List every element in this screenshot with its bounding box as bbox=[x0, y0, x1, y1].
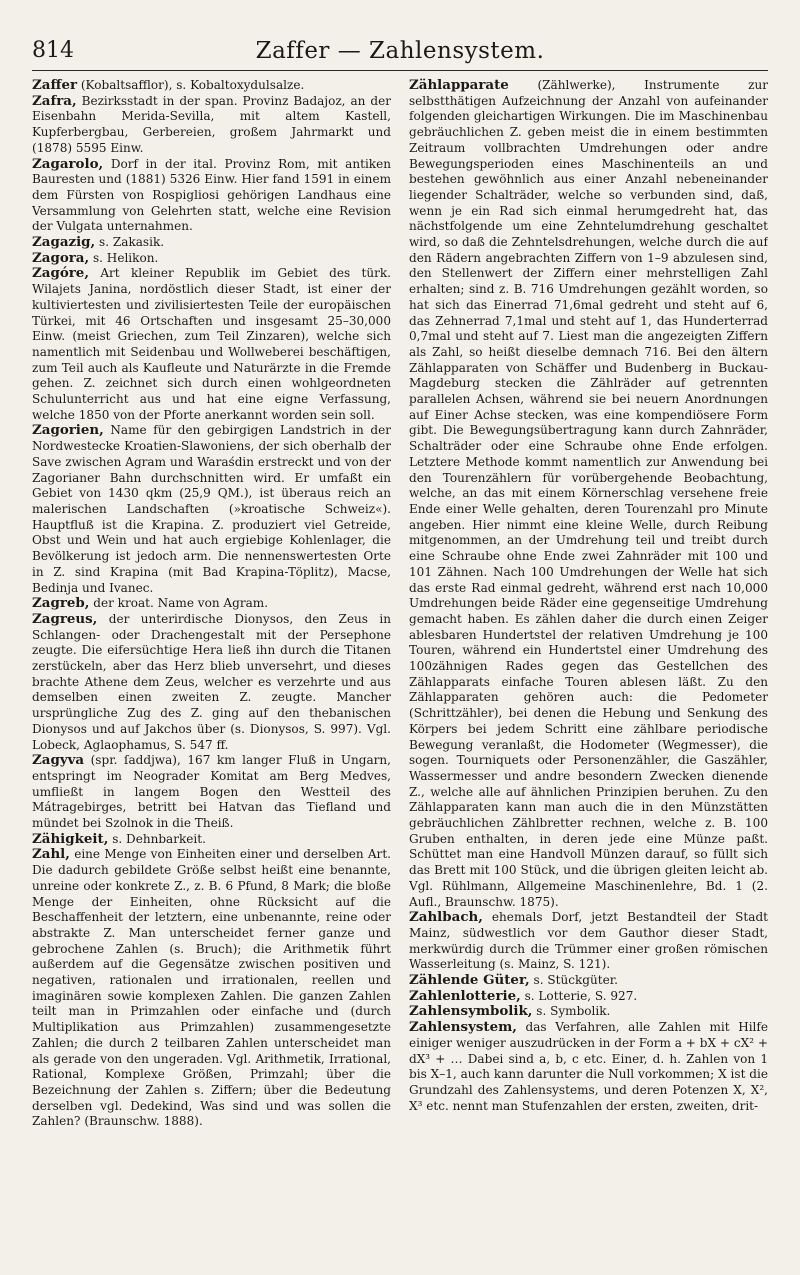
dictionary-entry bbox=[32, 78, 391, 94]
entry-headword: Zagóre, bbox=[32, 265, 89, 282]
text-columns bbox=[32, 78, 768, 1267]
entry-headword: Zahlensymbolik, bbox=[409, 1003, 533, 1020]
dictionary-entry bbox=[409, 1020, 768, 1114]
entry-headword: Zagorien, bbox=[32, 422, 104, 439]
entry-headword: Zagarolo, bbox=[32, 155, 104, 172]
entry-headword: Zahlensystem, bbox=[409, 1019, 517, 1036]
entry-text: s. Lotterie, S. 927. bbox=[520, 988, 638, 1003]
dictionary-entry bbox=[32, 251, 391, 267]
running-title: Zaffer — Zahlensystem. bbox=[255, 38, 545, 64]
entry-text: Bezirksstadt in der span. Provinz Badajoz, an der Eisenbahn Merida-Sevilla, mit altem Kastell, Kupferbergbau, Gerbereien, großem Jahrmarkt und (1878) 5595 Einw. bbox=[32, 93, 391, 155]
entry-headword: Zafra, bbox=[32, 92, 77, 109]
dictionary-entry bbox=[32, 423, 391, 596]
dictionary-entry bbox=[409, 910, 768, 973]
entry-text: (Zählwerke), Instrumente zur selbstthätigen Aufzeichnung der Anzahl von aufeinander folgenden gleichartigen Wirkungen. Die im Maschinenbau gebräuchlichen Z. geben meist die in einem bestimmten Zeitraum vollbrachten Umdrehungen oder andre Bewegungsperioden eines Maschinenteils an und bestehen gewöhnlich aus einer Anzahl nebeneinander liegender Schalträder, welche so verbunden sind, daß, wenn je ein Rad sich einmal herumgedreht hat, das nächstfolgende um eine Zehntelumdrehung geschaltet wird, so daß die Zehntelsdrehungen, welche durch die auf den Rädern angebrachten Ziffern von 1–9 abzulesen sind, den Stellenwert der Ziffern einer mehrstelligen Zahl erhalten; sind z. B. 716 Umdrehungen gezählt worden, so hat sich das Einerrad 71,6mal gedreht und steht auf 6, das Zehnerrad 7,1mal und steht auf 1, das Hunderterrad 0,7mal und steht auf 7. Liest man die angezeigten Ziffern als Zahl, so heißt dieselbe demnach 716. Bei den ältern Zählapparaten von Schäffer und Budenberg in Buckau-Magdeburg stecken die Zählräder auf getrennten parallelen Achsen, während sie bei neuern Anordnungen auf Einer Achse stecken, was eine kompendiösere Form gibt. Die Bewegungsübertragung kann durch Zahnräder, Schalträder oder eine Schraube ohne Ende erfolgen. Letztere Methode kommt namentlich zur Anwendung bei den Tourenzählern für vorübergehende Beobachtung, welche, an das mit einem Körnerschlag versehene freie Ende einer Welle gehalten, deren Tourenzahl pro Minute angeben. Hier nimmt eine kleine Welle, durch Reibung mitgenommen, an der Umdrehung teil und treibt durch eine Schraube ohne Ende zwei Zahnräder mit 100 und 101 Zähnen. Nach 100 Umdrehungen der Welle hat sich das erste Rad einmal gedreht, während erst nach 10,000 Umdrehungen beide Räder eine gegenseitige Umdrehung gemacht haben. Es zählen daher die durch einen Zeiger ablesbaren Hundertstel der relativen Umdrehung je 100 Touren, während ein Hundertstel einer Umdrehung des 100zähnigen Rades gegen das Gestellchen des Zählapparats einfache Touren ablesen läßt. Zu den Zählapparaten gehören auch: die Pedometer (Schrittzähler), bei denen die Hebung und Senkung des Körpers bei jedem Schritt eine zählbare periodische Bewegung veranlaßt, die Hodometer (Wegmesser), die sogen. Tourniquets oder Personenzähler, die Gaszähler, Wassermesser und andre besondern Zwecken dienende Z., welche alle auf ähnlichen Prinzipien beruhen. Zu den Zählapparaten kann man auch die in den Münzstätten gebräuchlichen Zählbretter rechnen, welche z. B. 100 Gruben enthalten, in deren jede eine Münze paßt. Schüttet man eine Handvoll Münzen darauf, so füllt sich das Brett mit 100 Stück, und die übrigen gleiten leicht ab. Vgl. Rühlmann, Allgemeine Maschinenlehre, Bd. 1 (2. Aufl., Braunschw. 1875). bbox=[409, 78, 768, 909]
entry-text: (Kobaltsafflor), s. Kobaltoxydulsalze. bbox=[77, 78, 305, 92]
right-column bbox=[409, 78, 768, 1267]
entry-headword: Zählende Güter, bbox=[409, 972, 530, 989]
entry-headword: Zagora, bbox=[32, 249, 90, 266]
dictionary-entry bbox=[32, 753, 391, 832]
entry-headword: Zagazig, bbox=[32, 234, 96, 251]
entry-text: Art kleiner Republik im Gebiet des türk. Wilajets Janina, nordöstlich dieser Stadt, ist einer der kultiviertesten und zivilisiertesten Teile der europäischen Türkei, mit 46 Ortschaften und insgesamt 25–30,000 Einw. (meist Griechen, zum Teil Zinzaren), welche sich namentlich mit Seidenbau und Wollweberei beschäftigen, zum Teil auch als Kaufleute und Naturärzte in die Fremde gehen. Z. zeichnet sich durch einen wohlgeordneten Schulunterricht aus und hat eine eigne Verfassung, welche 1850 von der Pforte anerkannt worden sein soll. bbox=[32, 266, 391, 422]
entry-headword: Zaffer bbox=[32, 78, 78, 93]
dictionary-entry bbox=[32, 235, 391, 251]
entry-headword: Zagreus, bbox=[32, 610, 98, 627]
entry-text: s. Stückgüter. bbox=[529, 973, 618, 988]
dictionary-entry bbox=[32, 847, 391, 1130]
dictionary-entry bbox=[409, 1004, 768, 1020]
dictionary-entry bbox=[32, 266, 391, 423]
dictionary-entry bbox=[409, 989, 768, 1005]
entry-headword: Zählapparate bbox=[409, 78, 509, 93]
entry-headword: Zagyva bbox=[32, 752, 85, 769]
entry-headword: Zähigkeit, bbox=[32, 830, 109, 847]
dictionary-entry bbox=[32, 157, 391, 236]
entry-headword: Zahlbach, bbox=[409, 909, 483, 926]
entry-text: s. Symbolik. bbox=[532, 1004, 611, 1019]
dictionary-entry bbox=[32, 612, 391, 753]
entry-text: eine Menge von Einheiten einer und derselben Art. Die dadurch gebildete Größe selbst heißt eine benannte, unreine oder konkrete Z., z. B. 6 Pfund, 8 Mark; die bloße Menge der Einheiten, ohne Rücksicht auf die Beschaffenheit der letztern, eine unbenannte, reine oder abstrakte Z. Man unterscheidet ferner ganze und gebrochene Zahlen (s. Bruch); die Arithmetik führt außerdem auf die Gegensätze zwischen positiven und negativen, rationalen und irrationalen, reellen und imaginären sowie komplexen Zahlen. Die ganzen Zahlen teilt man in Primzahlen oder einfache und (durch Multiplikation aus Primzahlen) zusammengesetzte Zahlen; die durch 2 teilbaren Zahlen unterscheidet man als gerade von den ungeraden. Vgl. Arithmetik, Irrational, Rational, Komplexe Größen, Primzahl; über die Bezeichnung der Zahlen s. Ziffern; über die Bedeutung derselben vgl. Dedekind, Was sind und was sollen die Zahlen? (Braunschw. 1888). bbox=[32, 847, 391, 1129]
dictionary-entry bbox=[32, 832, 391, 848]
entry-text: s. Zakasik. bbox=[95, 235, 165, 250]
left-column bbox=[32, 78, 391, 1267]
entry-headword: Zagreb, bbox=[32, 595, 90, 612]
entry-text: das Verfahren, alle Zahlen mit Hilfe einiger weniger auszudrücken in der Form a + bX + cX² + dX³ + … Dabei sind a, b, c etc. Einer, d. h. Zahlen von 1 bis X–1, auch kann darunter die Null vorkommen; X ist die Grundzahl des Zahlensystems, und deren Potenzen X, X², X³ etc. nennt man Stufenzahlen der ersten, zweiten, drit- bbox=[409, 1020, 768, 1113]
entry-headword: Zahlenlotterie, bbox=[409, 987, 521, 1004]
entry-text: s. Helikon. bbox=[89, 250, 159, 265]
dictionary-entry bbox=[409, 78, 768, 910]
dictionary-entry bbox=[32, 94, 391, 157]
entry-text: der kroat. Name von Agram. bbox=[89, 596, 269, 611]
page-number: 814 bbox=[32, 38, 74, 63]
entry-text: der unterirdische Dionysos, den Zeus in Schlangen- oder Drachengestalt mit der Persephone zeugte. Die eifersüchtige Hera ließ ihn durch die Titanen zerstückeln, aber das Herz blieb unversehrt, und dieses brachte Athene dem Zeus, welcher es verzehrte und aus demselben einen zweiten Z. zeugte. Mancher ursprüngliche Zug des Z. ging auf den thebanischen Dionysos und auf Jakchos über (s. Dionysos, S. 997). Vgl. Lobeck, Aglaophamus, S. 547 ff. bbox=[32, 611, 391, 752]
page-header bbox=[32, 0, 768, 71]
entry-text: Dorf in der ital. Provinz Rom, mit antiken Bauresten und (1881) 5326 Einw. Hier fand 1591 in einem dem Fürsten von Rospigliosi gehörigen Landhaus eine Versammlung von Gelehrten statt, welche eine Revision der Vulgata unternahmen. bbox=[32, 156, 391, 234]
entry-headword: Zahl, bbox=[32, 846, 70, 863]
dictionary-entry bbox=[32, 596, 391, 612]
entry-text: s. Dehnbarkeit. bbox=[108, 831, 206, 846]
entry-text: ehemals Dorf, jetzt Bestandteil der Stadt Mainz, südwestlich vor dem Gauthor dieser Stadt, merkwürdig durch die Trümmer einer großen römischen Wasserleitung (s. Mainz, S. 121). bbox=[409, 910, 768, 972]
entry-text: Name für den gebirgigen Landstrich in der Nordwestecke Kroatien-Slawoniens, der sich oberhalb der Save zwischen Agram und Waraśdin erstreckt und von der Zagorianer Bahn durchschnitten wird. Er umfaßt ein Gebiet von 1430 qkm (25,9 QM.), ist überaus reich an malerischen Landschaften (»kroatische Schweiz«). Hauptfluß ist die Krapina. Z. produziert viel Getreide, Obst und Wein und hat auch ergiebige Kohlenlager, die Bevölkerung ist jedoch arm. Die nennenswertesten Orte in Z. sind Krapina (mit Bad Krapina-Töplitz), Macse, Bedinja und Ivanec. bbox=[32, 423, 391, 595]
entry-text: (spr. ſaddjwa), 167 km langer Fluß in Ungarn, entspringt im Neograder Komitat am Berg Medves, umfließt in langem Bogen den Westteil des Mátragebirges, betritt bei Hatvan das Tiefland und mündet bei Szolnok in die Theiß. bbox=[32, 753, 391, 831]
dictionary-entry bbox=[409, 973, 768, 989]
